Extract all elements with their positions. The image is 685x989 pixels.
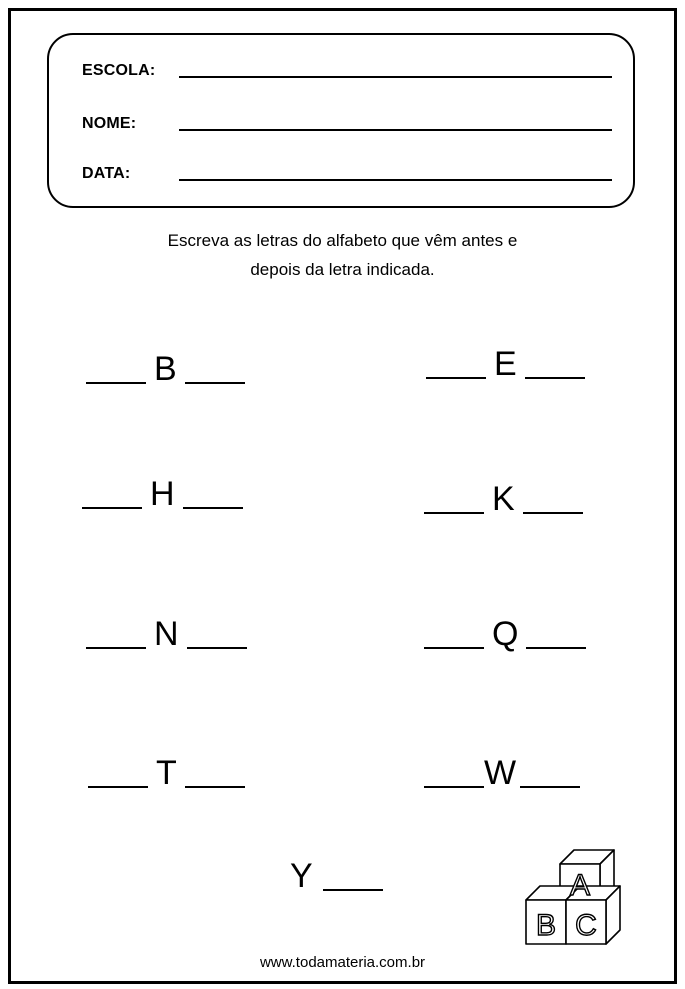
exercise-item (424, 468, 583, 518)
instructions-line-2: depois da letra indicada. (250, 260, 435, 279)
given-letter: B (154, 350, 177, 388)
date-line[interactable] (179, 179, 612, 181)
school-line[interactable] (179, 76, 612, 78)
given-letter: W (484, 754, 517, 792)
name-field[interactable] (82, 111, 612, 133)
exercise-item (426, 333, 585, 383)
after-blank[interactable] (187, 647, 247, 649)
block-letter-a: A (569, 869, 591, 902)
after-blank[interactable] (525, 377, 585, 379)
given-letter: T (156, 754, 177, 792)
block-letter-b: B (535, 909, 557, 942)
exercise-item (424, 742, 580, 792)
school-field[interactable] (82, 58, 612, 80)
date-field[interactable] (82, 161, 612, 183)
instructions-text (0, 226, 685, 284)
footer-url[interactable]: www.todamateria.com.br (259, 954, 426, 971)
name-label: NOME: (82, 115, 137, 132)
before-blank[interactable] (426, 377, 486, 379)
instructions-line-1: Escreva as letras do alfabeto que vêm antes e (167, 231, 518, 250)
given-letter: H (150, 475, 175, 513)
block-letter-c: C (575, 909, 597, 942)
after-blank[interactable] (323, 889, 383, 891)
abc-blocks-icon (516, 842, 640, 948)
given-letter: Y (290, 857, 313, 895)
after-blank[interactable] (183, 507, 243, 509)
after-blank[interactable] (185, 786, 245, 788)
before-blank[interactable] (424, 647, 484, 649)
exercise-item (86, 338, 245, 388)
before-blank[interactable] (424, 786, 484, 788)
given-letter: Q (492, 615, 519, 653)
before-blank[interactable] (424, 512, 484, 514)
date-label: DATA: (82, 165, 131, 182)
after-blank[interactable] (185, 382, 245, 384)
exercise-item (424, 603, 586, 653)
header-info-box (47, 33, 635, 208)
before-blank[interactable] (88, 786, 148, 788)
before-blank[interactable] (82, 507, 142, 509)
given-letter: N (154, 615, 179, 653)
after-blank[interactable] (523, 512, 583, 514)
after-blank[interactable] (520, 786, 580, 788)
after-blank[interactable] (526, 647, 586, 649)
exercise-item (88, 742, 245, 792)
given-letter: E (494, 345, 517, 383)
exercise-item (86, 603, 247, 653)
exercise-item (290, 845, 383, 895)
exercise-item (82, 463, 243, 513)
before-blank[interactable] (86, 382, 146, 384)
given-letter: K (492, 480, 515, 518)
name-line[interactable] (179, 129, 612, 131)
before-blank[interactable] (86, 647, 146, 649)
school-label: ESCOLA: (82, 62, 156, 79)
